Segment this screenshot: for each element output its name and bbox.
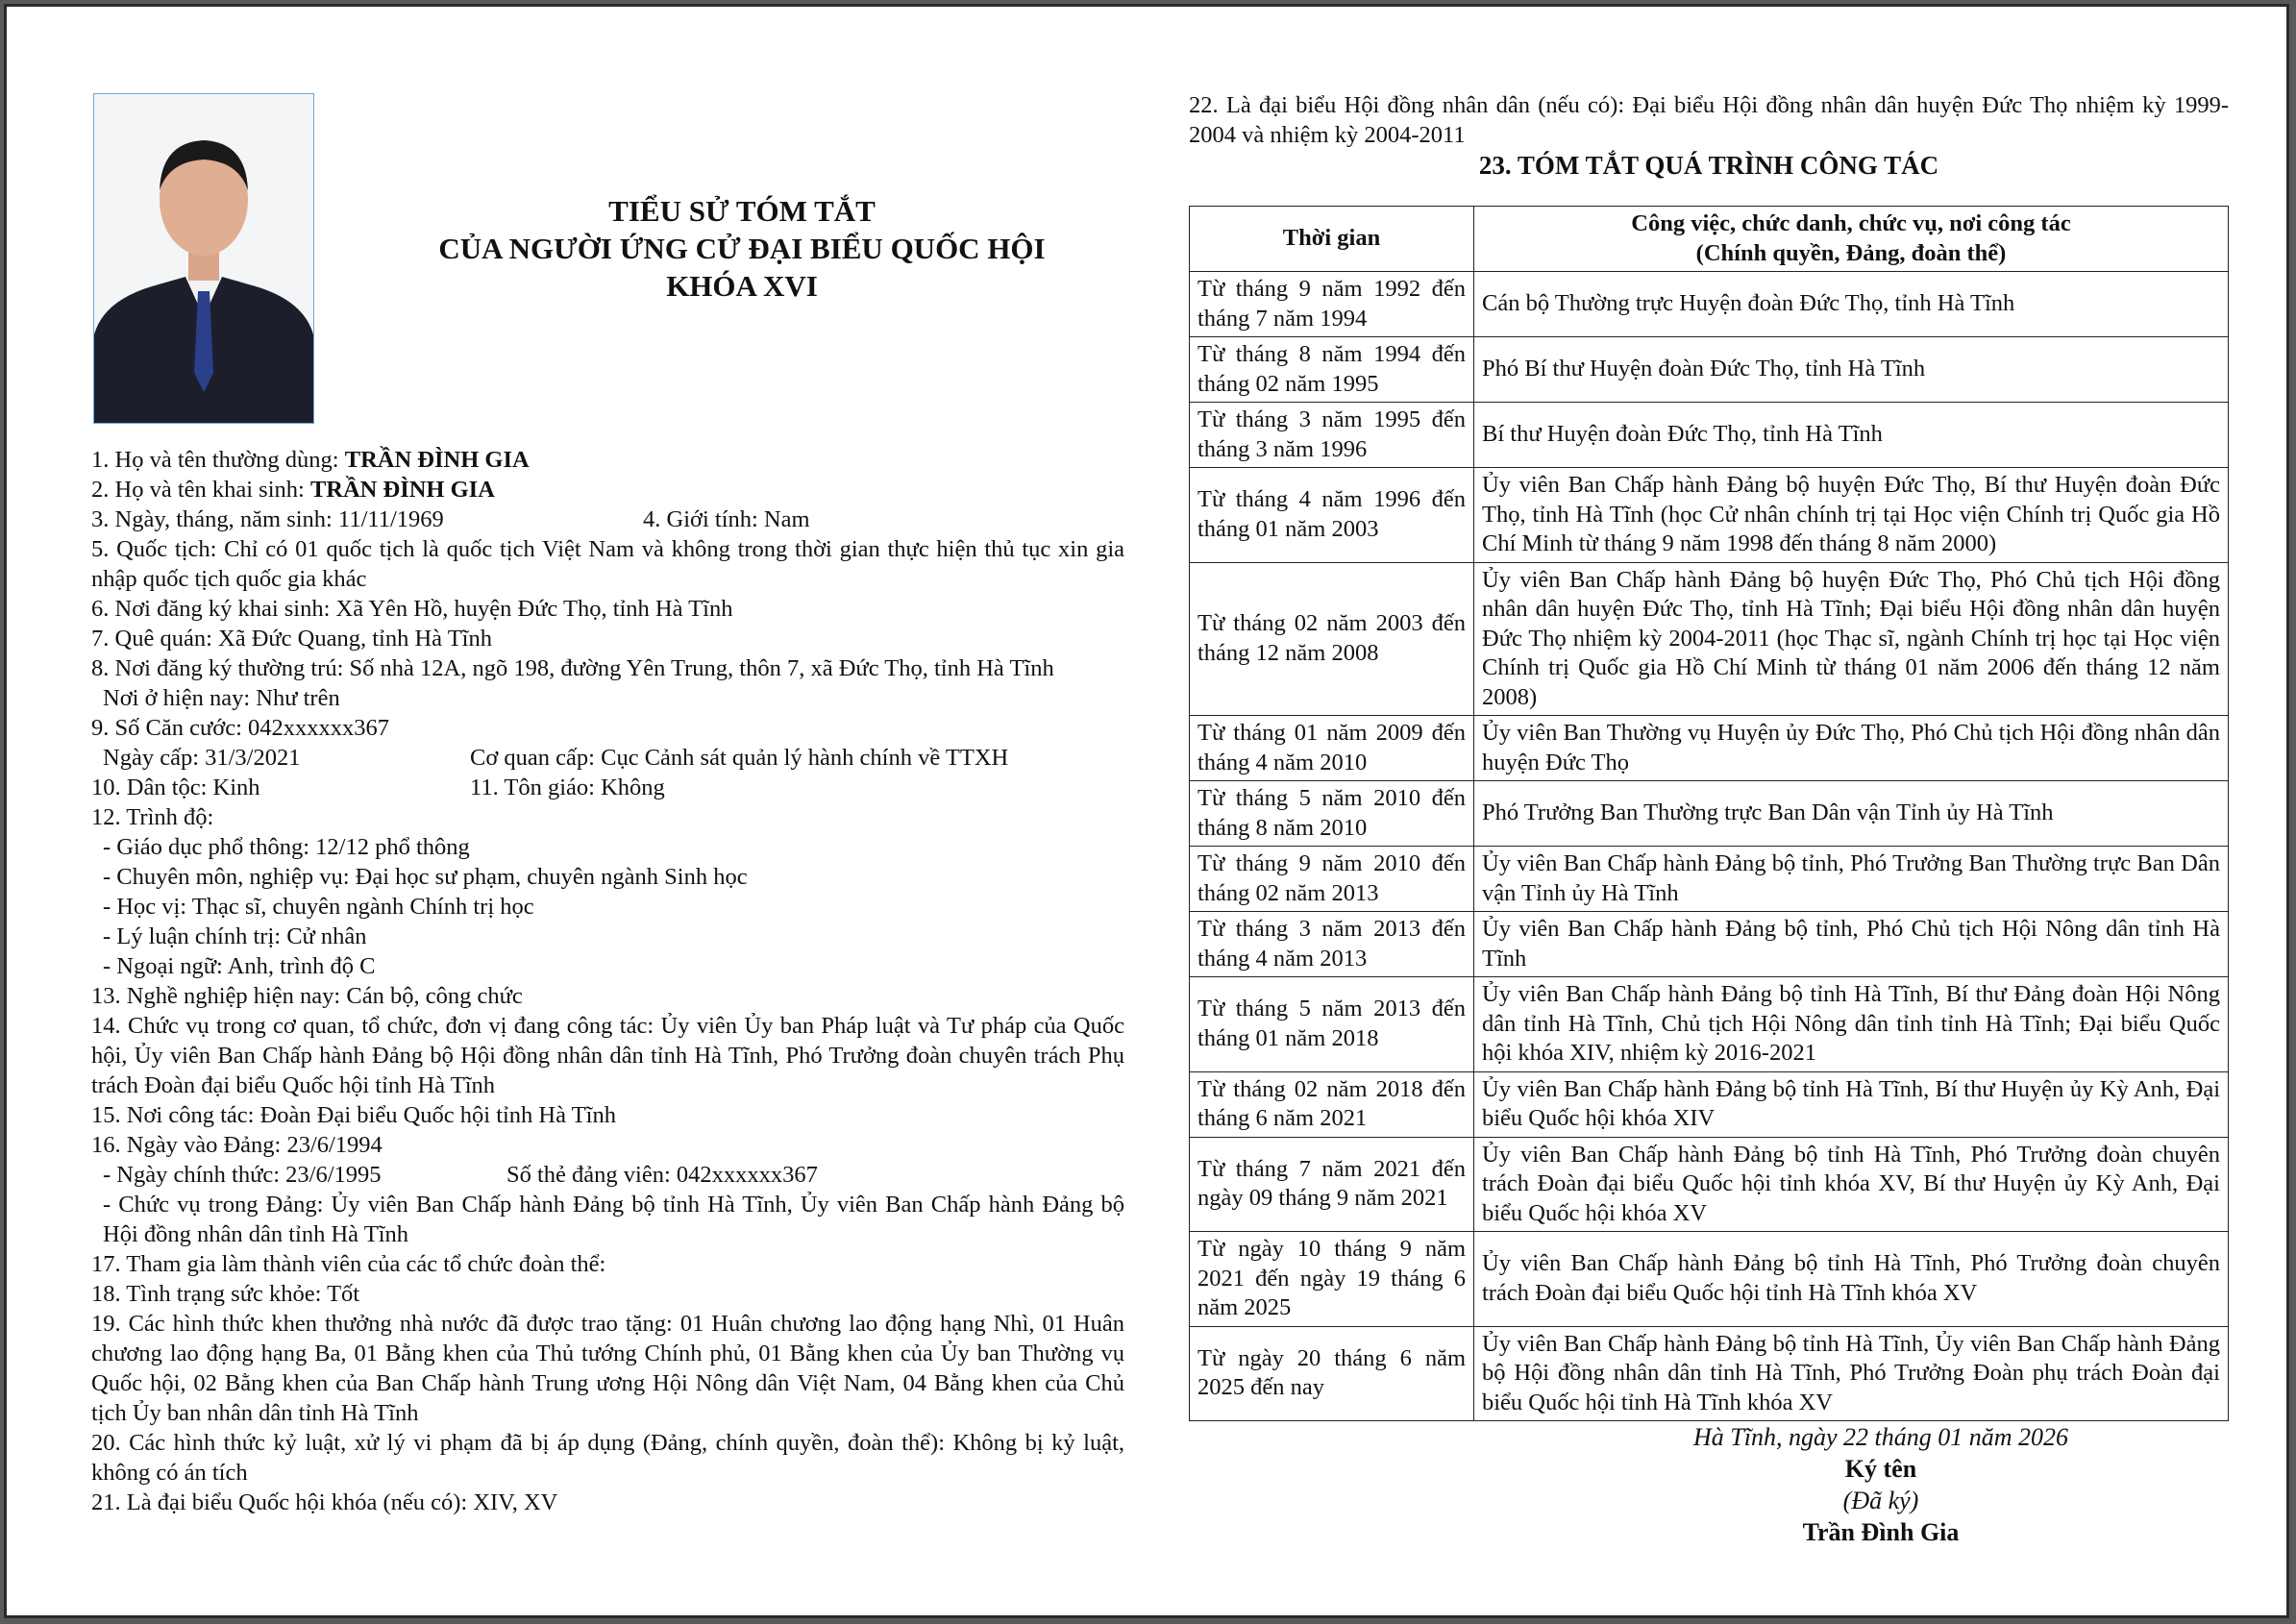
cell-time: Từ tháng 3 năm 1995 đến tháng 3 năm 1996 [1190,403,1474,468]
issuing-authority: Cơ quan cấp: Cục Cảnh sát quản lý hành chính về TTXH [470,745,1009,771]
career-table-body [1190,272,2229,1421]
religion: 11. Tôn giáo: Không [470,775,665,800]
career-table [1189,206,2229,1421]
header-line-1: Công việc, chức danh, chức vụ, nơi công tác [1631,210,2071,236]
portrait-photo [93,93,314,424]
signature-block [1592,1421,2169,1548]
signed-note: (Đã ký) [1842,1487,1919,1514]
bio-field-5: 5. Quốc tịch: Chỉ có 01 quốc tịch là quốc tịch Việt Nam và không trong thời gian thực hiện thủ tục xin gia nhập quốc tịch quốc gia khác [91,536,1124,592]
bio-field-12b: - Chuyên môn, nghiệp vụ: Đại học sư phạm, chuyên ngành Sinh học [103,864,748,890]
bio-field-12e: - Ngoại ngữ: Anh, trình độ C [103,953,376,979]
table-row [1190,977,2229,1072]
cell-time: Từ tháng 3 năm 2013 đến tháng 4 năm 2013 [1190,912,1474,977]
bio-field-19: 19. Các hình thức khen thưởng nhà nước đã được trao tặng: 01 Huân chương lao động hạng Nhì, 01 Huân chương lao động hạng Ba, 01 Bằng khen của Thủ tướng Chính phủ, 01 Bằng khen của Ủy ban Thường vụ Quốc hội, 02 Bằng khen của Ban Chấp hành Trung ương Hội Nông dân Việt Nam, 04 Bằng khen của Chủ tịch Ủy ban nhân dân tỉnh Hà Tĩnh [91,1311,1124,1426]
official-date: - Ngày chính thức: 23/6/1995 [103,1162,382,1188]
bio-field-12d: - Lý luận chính trị: Cử nhân [103,923,367,949]
table-row [1190,468,2229,563]
table-row [1190,337,2229,403]
cell-time: Từ tháng 9 năm 2010 đến tháng 02 năm 2013 [1190,847,1474,912]
bio-field-22: 22. Là đại biểu Hội đồng nhân dân (nếu có): Đại biểu Hội đồng nhân dân huyện Đức Thọ nhiệm kỳ 1999-2004 và nhiệm kỳ 2004-2011 [1189,92,2229,148]
title-line-3: KHÓA XVI [666,269,818,303]
sign-label: Ký tên [1844,1455,1917,1483]
cell-time: Từ tháng 4 năm 1996 đến tháng 01 năm 2003 [1190,468,1474,563]
bio-field-15: 15. Nơi công tác: Đoàn Đại biểu Quốc hội tỉnh Hà Tĩnh [91,1102,616,1128]
gender: 4. Giới tính: Nam [643,506,810,532]
bio-field-9-issue [91,743,1124,773]
cell-position: Cán bộ Thường trực Huyện đoàn Đức Thọ, tỉnh Hà Tĩnh [1474,272,2229,337]
place-date: Hà Tĩnh, ngày 22 tháng 01 năm 2026 [1693,1423,2068,1451]
bio-field-9: 9. Số Căn cước: 042xxxxxx367 [91,715,390,741]
right-column-header [1189,91,2229,182]
cell-position: Ủy viên Ban Chấp hành Đảng bộ huyện Đức Thọ, Bí thư Huyện đoàn Đức Thọ, tỉnh Hà Tĩnh (học Cử nhân chính trị tại Học viện Chính trị Quốc gia Hồ Chí Minh từ tháng 9 năm 1998 đến tháng 8 năm 2000) [1474,468,2229,563]
bio-field-3-4 [91,504,1124,534]
bio-field-21: 21. Là đại biểu Quốc hội khóa (nếu có): XIV, XV [91,1489,558,1515]
bio-field-12: 12. Trình độ: [91,804,214,830]
cell-position: Ủy viên Ban Chấp hành Đảng bộ tỉnh Hà Tĩnh, Phó Trưởng đoàn chuyên trách Đoàn đại biểu Quốc hội tỉnh Hà Tĩnh khóa XV [1474,1232,2229,1327]
bio-field-10-11 [91,773,1124,802]
bio-field-13: 13. Nghề nghiệp hiện nay: Cán bộ, công chức [91,983,523,1009]
bio-field-1 [91,445,1124,475]
bio-field-7: 7. Quê quán: Xã Đức Quang, tỉnh Hà Tĩnh [91,626,492,652]
table-row [1190,716,2229,781]
cell-time: Từ ngày 20 tháng 6 năm 2025 đến nay [1190,1326,1474,1421]
cell-position: Ủy viên Ban Chấp hành Đảng bộ tỉnh Hà Tĩnh, Bí thư Huyện ủy Kỳ Anh, Đại biểu Quốc hội khóa XIV [1474,1071,2229,1137]
cell-position: Bí thư Huyện đoàn Đức Thọ, tỉnh Hà Tĩnh [1474,403,2229,468]
document-title [324,192,1160,305]
party-card-number: Số thẻ đảng viên: 042xxxxxx367 [506,1162,818,1188]
table-row [1190,272,2229,337]
table-row [1190,1232,2229,1327]
table-row [1190,1137,2229,1232]
bio-field-18: 18. Tình trạng sức khỏe: Tốt [91,1281,360,1307]
column-header-position [1474,207,2229,272]
table-row [1190,912,2229,977]
common-name-value: TRẦN ĐÌNH GIA [344,447,530,473]
bio-field-20: 20. Các hình thức kỷ luật, xử lý vi phạm đã bị áp dụng (Đảng, chính quyền, đoàn thể): Không bị kỷ luật, không có án tích [91,1430,1124,1486]
cell-time: Từ tháng 02 năm 2003 đến tháng 12 năm 2008 [1190,562,1474,716]
cell-position: Ủy viên Ban Chấp hành Đảng bộ tỉnh, Phó Trưởng Ban Thường trực Ban Dân vận Tỉnh ủy Hà Tĩnh [1474,847,2229,912]
cell-time: Từ tháng 8 năm 1994 đến tháng 02 năm 1995 [1190,337,1474,403]
cell-time: Từ tháng 7 năm 2021 đến ngày 09 tháng 9 năm 2021 [1190,1137,1474,1232]
title-line-1: TIỂU SỬ TÓM TẮT [608,194,876,228]
cell-position: Ủy viên Ban Chấp hành Đảng bộ tỉnh Hà Tĩnh, Bí thư Đảng đoàn Hội Nông dân tỉnh Hà Tĩnh, Chủ tịch Hội Nông dân tỉnh tỉnh Hà Tĩnh; Đại biểu Quốc hội khóa XIV, nhiệm kỳ 2016-2021 [1474,977,2229,1072]
table-row [1190,1071,2229,1137]
career-section-title: 23. TÓM TẮT QUÁ TRÌNH CÔNG TÁC [1478,151,1939,180]
cell-position: Ủy viên Ban Chấp hành Đảng bộ tỉnh, Phó Chủ tịch Hội Nông dân tỉnh Hà Tĩnh [1474,912,2229,977]
cell-position: Ủy viên Ban Chấp hành Đảng bộ huyện Đức Thọ, Phó Chủ tịch Hội đồng nhân dân huyện Đức Thọ, tỉnh Hà Tĩnh; Đại biểu Hội đồng nhân dân huyện Đức Thọ nhiệm kỳ 2004-2011 (học Thạc sĩ, ngành Chính trị học tại Học viện Chính trị Quốc gia Hồ Chí Minh từ tháng 01 năm 2006 đến tháng 12 năm 2008) [1474,562,2229,716]
bio-field-8b: Nơi ở hiện nay: Như trên [103,685,340,711]
table-header-row [1190,207,2229,272]
person-portrait-icon [94,94,313,423]
bio-field-8: 8. Nơi đăng ký thường trú: Số nhà 12A, ngõ 198, đường Yên Trung, thôn 7, xã Đức Thọ, tỉnh Hà Tĩnh [91,655,1054,681]
cell-time: Từ tháng 02 năm 2018 đến tháng 6 năm 2021 [1190,1071,1474,1137]
cell-position: Phó Bí thư Huyện đoàn Đức Thọ, tỉnh Hà Tĩnh [1474,337,2229,403]
cell-position: Ủy viên Ban Chấp hành Đảng bộ tỉnh Hà Tĩnh, Phó Trưởng đoàn chuyên trách Đoàn đại biểu Quốc hội tỉnh khóa XV, Bí thư Huyện ủy Kỳ Anh, Đại biểu Quốc hội khóa XV [1474,1137,2229,1232]
bio-field-6: 6. Nơi đăng ký khai sinh: Xã Yên Hồ, huyện Đức Thọ, tỉnh Hà Tĩnh [91,596,733,622]
cell-time: Từ tháng 01 năm 2009 đến tháng 4 năm 2010 [1190,716,1474,781]
column-header-time: Thời gian [1190,207,1474,272]
cell-time: Từ tháng 9 năm 1992 đến tháng 7 năm 1994 [1190,272,1474,337]
bio-field-16: 16. Ngày vào Đảng: 23/6/1994 [91,1132,383,1158]
ethnicity: 10. Dân tộc: Kinh [91,775,260,800]
field-label: 2. Họ và tên khai sinh: [91,477,310,503]
field-label: 1. Họ và tên thường dùng: [91,447,345,473]
header-line-2: (Chính quyền, Đảng, đoàn thể) [1695,239,2007,266]
cell-position: Ủy viên Ban Chấp hành Đảng bộ tỉnh Hà Tĩnh, Ủy viên Ban Chấp hành Đảng bộ Hội đồng nhân dân tỉnh Hà Tĩnh, Phó Trưởng Đoàn phụ trách Đoàn đại biểu Quốc hội tỉnh Hà Tĩnh khóa XV [1474,1326,2229,1421]
issue-date: Ngày cấp: 31/3/2021 [103,745,301,771]
bio-field-16a [91,1160,1124,1190]
cell-position: Phó Trưởng Ban Thường trực Ban Dân vận Tỉnh ủy Hà Tĩnh [1474,781,2229,847]
bio-section [91,445,1124,1517]
signer-name: Trần Đình Gia [1802,1518,1960,1546]
cell-time: Từ ngày 10 tháng 9 năm 2021 đến ngày 19 tháng 6 năm 2025 [1190,1232,1474,1327]
table-row [1190,1326,2229,1421]
bio-field-16c: - Chức vụ trong Đảng: Ủy viên Ban Chấp hành Đảng bộ tỉnh Hà Tĩnh, Ủy viên Ban Chấp hành Đảng bộ Hội đồng nhân dân tỉnh Hà Tĩnh [103,1192,1124,1247]
bio-field-14: 14. Chức vụ trong cơ quan, tổ chức, đơn vị đang công tác: Ủy viên Ủy ban Pháp luật và Tư pháp của Quốc hội, Ủy viên Ban Chấp hành Đảng bộ Hội đồng nhân dân tỉnh Hà Tĩnh, Phó Trưởng đoàn chuyên trách Phụ trách Đoàn đại biểu Quốc hội tỉnh Hà Tĩnh [91,1013,1124,1098]
cell-time: Từ tháng 5 năm 2010 đến tháng 8 năm 2010 [1190,781,1474,847]
table-row [1190,847,2229,912]
cell-position: Ủy viên Ban Thường vụ Huyện ủy Đức Thọ, Phó Chủ tịch Hội đồng nhân dân huyện Đức Thọ [1474,716,2229,781]
bio-field-12c: - Học vị: Thạc sĩ, chuyên ngành Chính trị học [103,894,534,920]
bio-field-2 [91,475,1124,504]
title-line-2: CỦA NGƯỜI ỨNG CỬ ĐẠI BIỂU QUỐC HỘI [438,232,1046,265]
document-page [4,4,2289,1618]
bio-field-17: 17. Tham gia làm thành viên của các tổ chức đoàn thể: [91,1251,606,1277]
table-row [1190,781,2229,847]
bio-field-12a: - Giáo dục phổ thông: 12/12 phổ thông [103,834,470,860]
table-row [1190,562,2229,716]
cell-time: Từ tháng 5 năm 2013 đến tháng 01 năm 2018 [1190,977,1474,1072]
table-row [1190,403,2229,468]
birth-name-value: TRẦN ĐÌNH GIA [309,477,495,503]
birth-date: 3. Ngày, tháng, năm sinh: 11/11/1969 [91,506,444,532]
